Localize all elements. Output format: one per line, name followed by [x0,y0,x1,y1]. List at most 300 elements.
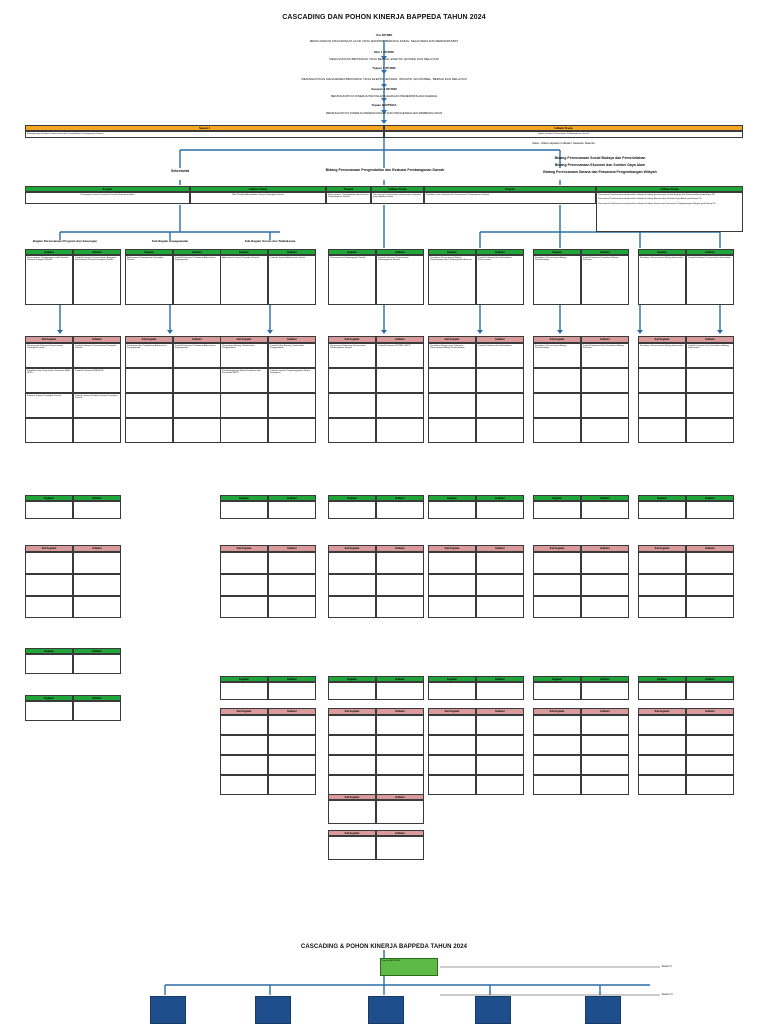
lower-sub-indikator-header: Indikator [476,545,524,552]
third-kegiatan-cell [428,682,476,700]
misi-label: Misi 1 RPJMD [374,50,394,54]
unit-sekretariat: Sekretariat [170,169,190,173]
lower-sub-cell [328,552,376,574]
lower-kegiatan-cell [638,501,686,519]
third-sub-indikator-cell [686,775,734,795]
lower-sub-indikator-cell [268,574,316,596]
lower-sub-cell [25,596,73,618]
third-sub-indikator-cell [268,735,316,755]
sub-kegiatan-indikator-cell: Jumlah Dokumen RPJMD, RKPD [376,343,424,368]
kegiatan-indikator-text: Jumlah Dokumen Pendataan Administrasi Kepegawaian [173,255,221,305]
sub-kegiatan-cell: Koordinasi Penyusunan Dokumen Perencanaan Bidang Pemerintahan [428,343,476,368]
unit-bidang-sosbud: Bidang Perencanaan Sosial Budaya dan Pemerintahan [554,156,646,160]
sub-kegiatan-indikator-header: Indikator [476,336,524,343]
third-kegiatan-indikator-header: Indikator [581,676,629,682]
sub-kegiatan-indikator-cell [686,393,734,418]
lower-sub-header: Sub Kegiatan [638,545,686,552]
third-sub-indikator-header: Indikator [268,708,316,715]
left-kegiatan-indikator-header: Indikator [73,648,121,654]
lower-sub-indikator-cell [268,552,316,574]
third-sub-header: Sub Kegiatan [533,708,581,715]
left-kegiatan-cell [25,701,73,721]
lower-sub-cell [638,574,686,596]
subunit-kepeg: Sub Bagian Kepegawaian [151,239,189,243]
third-sub-cell [638,775,686,795]
lower-sub-header: Sub Kegiatan [25,545,73,552]
sub-kegiatan-header: Sub Kegiatan [328,336,376,343]
third-kegiatan-header: Kegiatan [328,676,376,682]
sub-kegiatan-cell [125,368,173,393]
lower-sub-indikator-cell [581,596,629,618]
sub-kegiatan-header: Sub Kegiatan [125,336,173,343]
lower-kegiatan-header: Kegiatan [638,495,686,501]
bottom-unit-box [475,996,511,1024]
third-sub-indikator-cell [581,735,629,755]
third-sub-cell [533,775,581,795]
lower-sub-cell [328,574,376,596]
lower-kegiatan-cell [428,501,476,519]
lower-sub-indikator-cell [686,574,734,596]
sub-kegiatan-cell [428,368,476,393]
center-sub-header: Sub Kegiatan [328,830,376,836]
left-kegiatan-indikator-header: Indikator [73,695,121,701]
third-sub-cell [328,775,376,795]
kegiatan-header: Kegiatan [638,249,686,255]
kegiatan-text: Perencanaan, Penganggaran dan Evaluasi Kinerja Perangkat Daerah [25,255,73,305]
lower-sub-cell [428,574,476,596]
lower-kegiatan-header: Kegiatan [25,495,73,501]
kegiatan-text: Administrasi Umum Perangkat Daerah [220,255,268,305]
lower-sub-cell [25,552,73,574]
bottom-unit-box [150,996,186,1024]
lower-sub-cell [533,574,581,596]
kegiatan-indikator-text: Jumlah Dokumen Perencanaan, Anggaran dan Evaluasi Kinerja Perangkat Daerah [73,255,121,305]
lower-sub-indikator-header: Indikator [376,545,424,552]
lower-sub-cell [533,596,581,618]
lower-kegiatan-indikator-cell [376,501,424,519]
sub-kegiatan-cell [220,393,268,418]
lower-kegiatan-header: Kegiatan [428,495,476,501]
sub-kegiatan-cell [638,393,686,418]
left-kegiatan-header: Kegiatan [25,695,73,701]
third-kegiatan-indikator-header: Indikator [686,676,734,682]
tujuan-label: Tujuan 1 RPJMD [372,66,396,70]
sub-kegiatan-indikator-cell: Jumlah Dokumen Hasil Koordinasi Bidang Ekonomi [581,343,629,368]
sub-kegiatan-cell [533,418,581,443]
lower-sub-cell [220,552,268,574]
kegiatan-indikator-header: Indikator [686,249,734,255]
third-sub-cell [428,755,476,775]
sub-kegiatan-indikator-cell [268,418,316,443]
third-sub-indikator-cell [268,715,316,735]
sub-kegiatan-indikator-cell: Jumlah Dokumen RKA-SKPD [73,368,121,393]
sub-kegiatan-cell: Penyediaan Barang Cetakan dan Penggandaan [220,343,268,368]
kegiatan-header: Kegiatan [533,249,581,255]
third-sub-indikator-cell [268,755,316,775]
lower-sub-cell [220,574,268,596]
sub-kegiatan-header: Sub Kegiatan [428,336,476,343]
kegiatan-indikator-text: Jumlah Dokumen Hasil Koordinasi Perencanaan [476,255,524,305]
indikator2-header: Indikator Kinerja [371,186,424,192]
indikator2-text: Persentase Perlaksanaan rekomendasi kebijakan yang dijadikan dasar [371,192,424,204]
sub-kegiatan-indikator-header: Indikator [73,336,121,343]
sub-kegiatan-indikator-header: Indikator [376,336,424,343]
lower-sub-cell [220,596,268,618]
bottom-top-box: Kepala BAPPEDA [380,958,438,976]
visi-label: Visi RPJMD [375,33,393,37]
center-sub-cell [328,800,376,824]
sub-kegiatan-cell [125,418,173,443]
left-kegiatan-indikator-cell [73,654,121,674]
third-sub-indikator-cell [376,735,424,755]
third-sub-cell [328,715,376,735]
lower-sub-cell [428,552,476,574]
third-sub-cell [328,735,376,755]
third-kegiatan-cell [533,682,581,700]
third-sub-indikator-cell [686,755,734,775]
sub-kegiatan-cell: Pendataan dan Pengolahan Administrasi Kepegawaian [125,343,173,368]
lower-kegiatan-indikator-cell [686,501,734,519]
sub-kegiatan-cell [638,418,686,443]
third-kegiatan-cell [638,682,686,700]
indikator3-header: Indikator Kinerja [596,186,743,192]
lower-sub-indikator-cell [376,596,424,618]
indikator3-text3: Persentase Perlaksanaan rekomendasi kebijakan bidang Sarana dan Prasarana Pengembangan Wilayah pada Renja PD [598,203,716,205]
lower-sub-indikator-cell [73,574,121,596]
kegiatan-text: Perencanaan Pembangunan Daerah [328,255,376,305]
program3-text: Koordinasi dan Sinkronisasi Perencanaan Pembangunan Daerah [424,192,596,204]
sub-kegiatan-indikator-cell [376,368,424,393]
sub-kegiatan-cell [220,418,268,443]
third-sub-indikator-header: Indikator [376,708,424,715]
lower-kegiatan-indikator-cell [73,501,121,519]
third-sub-cell [533,755,581,775]
third-sub-indikator-cell [376,755,424,775]
third-sub-cell [220,755,268,775]
subunit-umum: Sub Bagian Umum dan Tatalaksana [244,239,296,243]
tujuan-bappeda-label: Tujuan BAPPEDA [371,103,397,107]
third-sub-indikator-cell [268,775,316,795]
sasaran-text: MENINGKATNYA KINERJA PENYELENGGARAAN PEMERINTAHAN DAERAH [330,94,438,98]
program2-text: Perencanaan, Pengendalian dan Evaluasi Pembangunan Daerah [326,192,371,204]
lower-kegiatan-header: Kegiatan [328,495,376,501]
sub-kegiatan-indikator-cell [173,418,221,443]
unit-bidang-ekonomi: Bidang Perencanaan Ekonomi dan Sumber Daya Alam [554,163,646,167]
sub-kegiatan-indikator-cell: Jumlah Dokumen Hasil Koordinasi Bidang Infrastruktur [686,343,734,368]
kegiatan-header: Kegiatan [428,249,476,255]
sub-kegiatan-header: Sub Kegiatan [533,336,581,343]
lower-kegiatan-cell [533,501,581,519]
sub-kegiatan-cell [328,368,376,393]
third-sub-indikator-cell [686,735,734,755]
lower-kegiatan-indikator-header: Indikator [73,495,121,501]
third-kegiatan-header: Kegiatan [533,676,581,682]
lower-sub-cell [328,596,376,618]
sub-kegiatan-header: Sub Kegiatan [220,336,268,343]
sub-kegiatan-cell [533,393,581,418]
sub-kegiatan-indikator-cell [581,393,629,418]
lower-sub-indikator-cell [476,552,524,574]
third-sub-cell [638,755,686,775]
lower-kegiatan-header: Kegiatan [220,495,268,501]
lower-sub-cell [428,596,476,618]
third-kegiatan-header: Kegiatan [638,676,686,682]
third-kegiatan-indikator-header: Indikator [268,676,316,682]
lower-kegiatan-indikator-header: Indikator [686,495,734,501]
center-sub-indikator-header: Indikator [376,830,424,836]
sasaran-header: Sasaran 1 [25,125,384,131]
lower-kegiatan-indikator-header: Indikator [581,495,629,501]
sub-kegiatan-indikator-cell [686,418,734,443]
sub-kegiatan-cell [328,418,376,443]
third-sub-header: Sub Kegiatan [638,708,686,715]
lower-sub-indikator-header: Indikator [73,545,121,552]
visi-text: MEWUJUDKAN MASYARAKAT ALOR YANG MANDIRI, BERDAYA SAING, SEJAHTERA DAN BERMARTABAT [309,39,459,43]
kegiatan-text: Koordinasi Perencanaan Bidang Infrastruktur [638,255,686,305]
kegiatan-indikator-header: Indikator [73,249,121,255]
indikator1-text: Nilai Predikat Akuntabilitas Kinerja Perangkat Daerah [190,192,326,204]
third-sub-indikator-cell [476,755,524,775]
lower-sub-indikator-cell [686,552,734,574]
lower-kegiatan-indikator-cell [268,501,316,519]
lower-sub-indikator-cell [476,596,524,618]
third-sub-indikator-cell [376,715,424,735]
sub-kegiatan-cell: Koordinasi Perencanaan Bidang Perekonomian [533,343,581,368]
left-kegiatan-indikator-cell [73,701,121,721]
unit-bidang-infra: Bidang Perencanaan Sarana dan Prasarana Pengembangan Wilayah [543,170,657,174]
lower-sub-cell [638,596,686,618]
sub-kegiatan-cell [428,393,476,418]
third-kegiatan-indikator-cell [581,682,629,700]
sub-kegiatan-indikator-cell [686,368,734,393]
sub-kegiatan-indikator-cell [476,393,524,418]
bottom-unit-box [585,996,621,1024]
sub-kegiatan-indikator-cell [581,418,629,443]
third-sub-indikator-cell [376,775,424,795]
sub-kegiatan-cell: Koordinasi Perencanaan Bidang Infrastruktur [638,343,686,368]
kegiatan-header: Kegiatan [25,249,73,255]
third-kegiatan-indikator-header: Indikator [476,676,524,682]
third-sub-indikator-cell [476,735,524,755]
third-sub-indikator-cell [581,755,629,775]
center-sub-header: Sub Kegiatan [328,794,376,800]
lower-kegiatan-indikator-cell [581,501,629,519]
bottom-unit-box [255,996,291,1024]
document-title: CASCADING DAN POHON KINERJA BAPPEDA TAHUN 2024 [282,14,486,21]
third-sub-cell [638,715,686,735]
indikator-sasaran-text2: Rata - Rata Capaian Indikator Sasaran Daerah [532,141,595,145]
lower-kegiatan-indikator-header: Indikator [476,495,524,501]
lower-kegiatan-indikator-cell [476,501,524,519]
kegiatan-header: Kegiatan [125,249,173,255]
sub-kegiatan-cell [25,418,73,443]
lower-sub-header: Sub Kegiatan [533,545,581,552]
sub-kegiatan-cell: Penyusunan Dokumen Perencanaan Perangkat Daerah [25,343,73,368]
lower-sub-indikator-cell [686,596,734,618]
sub-kegiatan-cell [638,368,686,393]
lower-sub-header: Sub Kegiatan [328,545,376,552]
left-kegiatan-cell [25,654,73,674]
third-sub-cell [220,715,268,735]
third-sub-indikator-header: Indikator [581,708,629,715]
indikator3-text2: Persentase Perlaksanaan rekomendasi kebijakan bidang Ekonomi dan Sumber Daya Alam pada Renja PD [598,198,702,201]
misi-text: MEWUJUDKAN BIROKRASI YANG BERSIH, EFEKTIF, EFISIEN DAN MELAYANI [329,57,439,61]
sub-kegiatan-cell: Penyusunan Dokumen Perencanaan Pembangunan Daerah [328,343,376,368]
sub-kegiatan-indikator-cell: Jumlah Laporan Evaluasi Kinerja Perangkat Daerah [73,393,121,418]
third-sub-indikator-cell [686,715,734,735]
bottom-unit-box [368,996,404,1024]
kegiatan-indikator-text: Jumlah Laporan Administrasi Umum [268,255,316,305]
kegiatan-indikator-header: Indikator [476,249,524,255]
indikator-sasaran-header: Indikator Kinerja [384,125,743,131]
indikator3-text: Persentase Perlaksanaan rekomendasi kebijakan bidang perencanaan Sosial Budaya dan Pemerintahan pada Renja PD [598,193,716,196]
lower-sub-cell [25,574,73,596]
third-sub-header: Sub Kegiatan [328,708,376,715]
sub-kegiatan-indikator-cell [581,368,629,393]
bottom-title: CASCADING & POHON KINERJA BAPPEDA TAHUN 2024 [300,944,468,950]
third-sub-cell [220,775,268,795]
sub-kegiatan-indikator-cell [376,393,424,418]
lower-sub-header: Sub Kegiatan [220,545,268,552]
third-sub-cell [428,715,476,735]
bottom-side-label1: Eselon II [662,965,672,968]
third-kegiatan-indikator-cell [686,682,734,700]
kegiatan-indikator-header: Indikator [173,249,221,255]
sub-kegiatan-header: Sub Kegiatan [25,336,73,343]
sub-kegiatan-indikator-cell [476,368,524,393]
third-kegiatan-indikator-cell [476,682,524,700]
kegiatan-header: Kegiatan [220,249,268,255]
tujuan-bappeda-text: MENINGKATNYA KINERJA PERENCANAAN DAN PENGENDALIAN PEMBANGUNAN [325,111,443,115]
third-kegiatan-indikator-cell [376,682,424,700]
lower-sub-cell [533,552,581,574]
indikator1-header: Indikator Kinerja [190,186,326,192]
lower-kegiatan-cell [328,501,376,519]
lower-sub-header: Sub Kegiatan [428,545,476,552]
lower-sub-indikator-cell [73,596,121,618]
third-sub-cell [428,775,476,795]
third-sub-cell [220,735,268,755]
sub-kegiatan-indikator-cell [268,393,316,418]
third-sub-cell [533,715,581,735]
third-kegiatan-header: Kegiatan [428,676,476,682]
unit-bidang-p3: Bidang Perencanaan Pengendalian dan Evaluasi Pembangunan Daerah [325,168,445,172]
sasaran-text-box: Meningkatnya Kualitas Perencanaan dan Pengendalian Pembangunan Daerah [25,131,384,138]
sub-kegiatan-indikator-cell: Jumlah Dokumen Hasil Koordinasi [476,343,524,368]
sub-kegiatan-indikator-header: Indikator [686,336,734,343]
sub-kegiatan-cell: Penyelenggaraan Rapat Koordinasi dan Konsultasi SKPD [220,368,268,393]
kegiatan-indikator-header: Indikator [581,249,629,255]
sub-kegiatan-header: Sub Kegiatan [638,336,686,343]
lower-kegiatan-indikator-header: Indikator [376,495,424,501]
kegiatan-header: Kegiatan [328,249,376,255]
third-sub-indikator-cell [476,715,524,735]
lower-kegiatan-cell [220,501,268,519]
third-kegiatan-indikator-cell [268,682,316,700]
sub-kegiatan-indikator-cell: Jumlah Paket Barang Cetakan dan Penggandaan [268,343,316,368]
left-kegiatan-header: Kegiatan [25,648,73,654]
sub-kegiatan-cell [328,393,376,418]
lower-sub-indikator-cell [581,552,629,574]
lower-sub-indikator-cell [268,596,316,618]
kegiatan-text: Administrasi Kepegawaian Perangkat Daerah [125,255,173,305]
kegiatan-indikator-text: Jumlah Dokumen Perencanaan Pembangunan Daerah [376,255,424,305]
third-sub-cell [533,735,581,755]
center-sub-indikator-cell [376,800,424,824]
sub-kegiatan-cell [428,418,476,443]
kegiatan-indikator-header: Indikator [376,249,424,255]
program3-header: Program [424,186,596,192]
lower-sub-indikator-header: Indikator [581,545,629,552]
lower-sub-indikator-cell [73,552,121,574]
indikator-sasaran-text: Indeks Kualitas Perencanaan Pembangunan Daerah [384,131,743,138]
sub-kegiatan-indikator-header: Indikator [173,336,221,343]
third-sub-indikator-header: Indikator [476,708,524,715]
third-sub-cell [638,735,686,755]
kegiatan-indikator-text: Jumlah Dokumen Perencanaan Infrastruktur [686,255,734,305]
kegiatan-text: Koordinasi Perencanaan Bidang Perekonomian [533,255,581,305]
kegiatan-indikator-text: Jumlah Dokumen Koordinasi Bidang Ekonomi [581,255,629,305]
sub-kegiatan-cell [125,393,173,418]
lower-sub-cell [638,552,686,574]
center-sub-indikator-header: Indikator [376,794,424,800]
program2-header: Program [326,186,371,192]
tujuan-text: MENINGKATKAN MANAJEMEN BIROKRASI YANG EFEKTIF, EFISIEN, INOVATIF, AKUNTABEL, BERSIH DAN MELAYANI [301,77,467,81]
lower-kegiatan-indikator-header: Indikator [268,495,316,501]
sub-kegiatan-cell: Evaluasi Kinerja Perangkat Daerah [25,393,73,418]
program1-header: Program [25,186,190,192]
sasaran-label: Sasaran 1 RPJMD [371,87,397,91]
third-sub-cell [328,755,376,775]
third-sub-indikator-cell [581,775,629,795]
sub-kegiatan-indikator-cell: Jumlah Laporan Penyelenggaraan Rapat Koordinasi [268,368,316,393]
sub-kegiatan-indikator-header: Indikator [581,336,629,343]
kegiatan-text: Koordinasi Perencanaan Bidang Pemerintahan dan Pembangunan Manusia [428,255,476,305]
third-kegiatan-cell [328,682,376,700]
third-sub-indikator-cell [581,715,629,735]
sub-kegiatan-indikator-cell: Jumlah Dokumen Perencanaan Perangkat Daerah [73,343,121,368]
sub-kegiatan-indikator-cell: Jumlah Dokumen Pendataan Administrasi Kepegawaian [173,343,221,368]
third-sub-indikator-cell [476,775,524,795]
sub-kegiatan-cell: Koordinasi dan Penyusunan Dokumen RKA-SKPD [25,368,73,393]
program1-text: Penunjang Urusan Pemerintah Daerah Kabupaten/Kota [25,192,190,204]
lower-sub-indikator-header: Indikator [686,545,734,552]
sub-kegiatan-cell [533,368,581,393]
center-sub-cell [328,836,376,860]
center-sub-indikator-cell [376,836,424,860]
lower-sub-indikator-cell [376,574,424,596]
indikator3-box [596,192,743,232]
third-sub-header: Sub Kegiatan [428,708,476,715]
sub-kegiatan-indikator-cell [376,418,424,443]
lower-sub-indikator-cell [376,552,424,574]
third-sub-cell [428,735,476,755]
third-kegiatan-indikator-header: Indikator [376,676,424,682]
bottom-side-label2: Eselon III [662,993,673,996]
sub-kegiatan-indikator-cell [73,418,121,443]
third-sub-header: Sub Kegiatan [220,708,268,715]
sub-kegiatan-indikator-header: Indikator [268,336,316,343]
sub-kegiatan-indikator-cell [173,393,221,418]
lower-sub-indikator-cell [581,574,629,596]
lower-kegiatan-header: Kegiatan [533,495,581,501]
subunit-renprog: Bagian Perencanaan Program dan Keuangan [32,239,98,243]
lower-sub-indikator-header: Indikator [268,545,316,552]
third-kegiatan-header: Kegiatan [220,676,268,682]
sub-kegiatan-indikator-cell [476,418,524,443]
third-kegiatan-cell [220,682,268,700]
lower-kegiatan-cell [25,501,73,519]
